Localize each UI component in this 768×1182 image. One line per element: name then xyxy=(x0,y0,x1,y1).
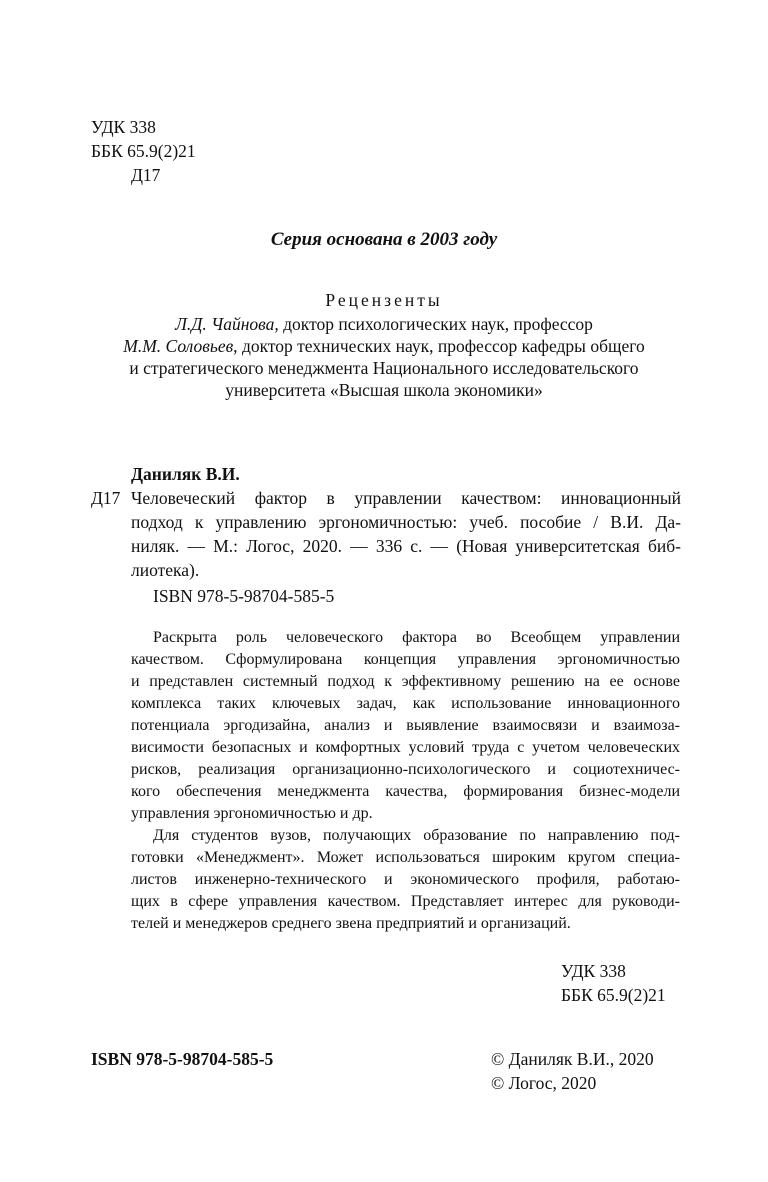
reviewer-2-desc-line2: и стратегического менеджмента Национального исследовательского xyxy=(129,358,639,378)
catalog-author: Даниляк В.И. xyxy=(131,464,240,484)
reviewer-2 xyxy=(0,336,768,357)
abstract-p2-line-3: листов инженерно-технического и экономического профиля, работаю- xyxy=(131,871,680,888)
abstract-p2-line-5: телей и менеджеров среднего звена предприятий и организаций. xyxy=(131,915,571,932)
copyright-publisher: © Логос, 2020 xyxy=(491,1073,597,1093)
author-mark-top: Д17 xyxy=(131,165,161,185)
udk-code-top: УДК 338 xyxy=(91,117,156,137)
reviewer-1-desc: доктор психологических наук, профессор xyxy=(283,314,593,334)
catalog-line-1: Человеческий фактор в управлении качеством: инновационный xyxy=(131,488,681,508)
copyright-author: © Даниляк В.И., 2020 xyxy=(491,1049,654,1069)
bbk-code-top: ББК 65.9(2)21 xyxy=(91,141,196,161)
reviewer-2-desc-line3: университета «Высшая школа экономики» xyxy=(225,380,543,400)
reviewer-1 xyxy=(0,314,768,335)
abstract-p1-line-4: комплекса таких ключевых задач, как использование инновационного xyxy=(131,695,680,712)
reviewer-1-name: Л.Д. Чайнова, xyxy=(175,314,279,334)
abstract-p1-line-5: потенциала эргодизайна, анализ и выявление взаимосвязи и взаимоза- xyxy=(131,717,680,734)
catalog-line-3: ниляк. — М.: Логос, 2020. — 336 с. — (Новая университетская биб- xyxy=(131,536,681,556)
abstract-p1-line-6: висимости безопасных и комфортных условий труда с учетом человеческих xyxy=(131,739,680,756)
abstract-p1-line-1: Раскрыта роль человеческого фактора во Всеобщем управлении xyxy=(153,629,680,646)
reviewer-2-name: М.М. Соловьев, xyxy=(123,336,238,356)
catalog-mark: Д17 xyxy=(91,488,121,508)
abstract-p1-line-7: рисков, реализация организационно-психологического и социотехничес- xyxy=(131,761,680,778)
abstract-p2-line-4: щих в сфере управления качеством. Представляет интерес для руководи- xyxy=(131,893,680,910)
abstract-p2-line-2: готовки «Менеджмент». Может использоваться широким кругом специа- xyxy=(131,849,680,866)
udk-code-bottom: УДК 338 xyxy=(561,961,626,981)
abstract-p2-line-1: Для студентов вузов, получающих образование по направлению под- xyxy=(153,827,680,844)
catalog-isbn: ISBN 978-5-98704-585-5 xyxy=(153,586,335,606)
footer-isbn: ISBN 978-5-98704-585-5 xyxy=(91,1049,274,1069)
reviewers-heading: Рецензенты xyxy=(325,290,443,310)
catalog-line-2: подход к управлению эргономичностью: учеб. пособие / В.И. Да- xyxy=(131,512,681,532)
reviewer-2-desc-line1: доктор технических наук, профессор кафедры общего xyxy=(241,336,645,356)
abstract-p1-line-3: и представлен системный подход к эффективному решению на ее основе xyxy=(131,673,680,690)
bbk-code-bottom: ББК 65.9(2)21 xyxy=(561,985,666,1005)
abstract-p1-line-9: управления эргономичностью и др. xyxy=(131,805,373,822)
abstract-p1-line-2: качеством. Сформулирована концепция управления эргономичностью xyxy=(131,651,680,668)
catalog-line-4: лиотека). xyxy=(131,560,200,580)
series-note: Серия основана в 2003 году xyxy=(270,229,498,250)
abstract-p1-line-8: кого обеспечения менеджмента качества, формирования бизнес-модели xyxy=(131,783,680,800)
